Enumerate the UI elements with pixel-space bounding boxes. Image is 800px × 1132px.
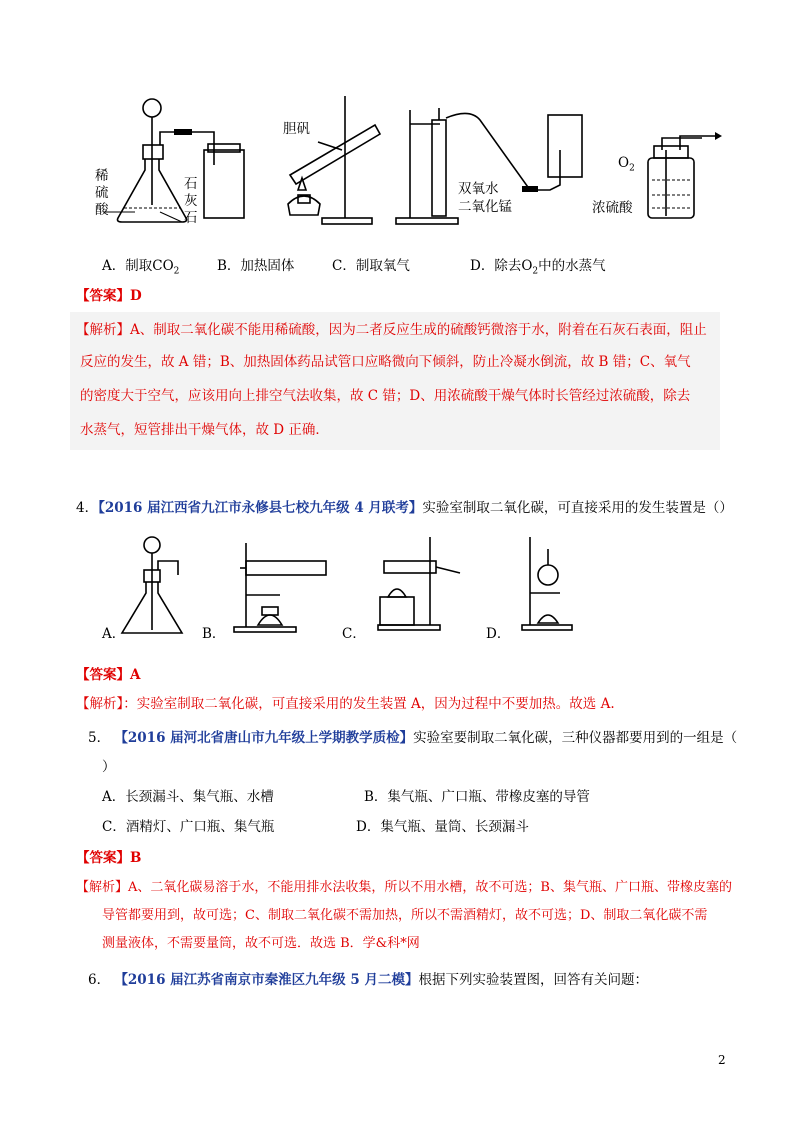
- q5-option-b: B．集气瓶、广口瓶、带橡皮塞的导管: [364, 789, 590, 805]
- apparatus-b: [288, 96, 380, 224]
- q5-option-d: D．集气瓶、量筒、长颈漏斗: [356, 819, 529, 835]
- q5-analysis-line-1: 【解析】A、二氧化碳易溶于水，不能用排水法收集，所以不用水槽，故不可选；B、集气瓶、广口瓶、带橡皮塞的: [76, 880, 732, 895]
- q4-apparatus-c: [378, 537, 460, 630]
- q4-stem-text: 实验室制取二氧化碳，可直接采用的发生装置是（）: [422, 500, 733, 516]
- q5-option-a: A．长颈漏斗、集气瓶、水槽: [102, 789, 274, 805]
- q4-stem: [76, 498, 733, 518]
- label-limestone: 石 灰 石: [184, 176, 198, 226]
- q6-number: 6．: [88, 972, 111, 988]
- q3-analysis-line-4: 水蒸气，短管排出干燥气体，故 D 正确．: [80, 422, 329, 438]
- label-c-reagents: 双氧水 二氧化锰: [458, 181, 512, 215]
- q6-source: 【2016 届江苏省南京市秦淮区九年级 5 月二模】: [114, 972, 419, 988]
- apparatus-a: [103, 99, 244, 222]
- q4-apparatus-a: [122, 537, 182, 633]
- q4-option-c: C．: [342, 626, 366, 642]
- option-a: A．制取$CO_2$: [102, 258, 180, 277]
- label-oxygen: $O_2$: [618, 155, 635, 174]
- page-number: 2: [718, 1053, 726, 1067]
- q5-stem-text: 实验室要制取二氧化碳，三种仪器都要用到的一组是（: [413, 730, 738, 746]
- q5-stem-line2: ）: [102, 759, 116, 775]
- q5-stem: [88, 728, 737, 748]
- q4-analysis: 【解析】：实验室制取二氧化碳，可直接采用的发生装置 A，因为过程中不要加热。故选 A.: [76, 696, 615, 712]
- q3-analysis-box: [70, 312, 720, 450]
- q5-number: 5．: [88, 730, 111, 746]
- option-b: B．加热固体: [217, 258, 295, 274]
- label-copper-sulfate: 胆矾: [283, 121, 310, 137]
- q6-stem: [88, 970, 648, 990]
- apparatus-d: [648, 132, 722, 218]
- q5-analysis-line-3: 测量液体，不需要量筒，故不可选．故选 B．学&科*网: [102, 936, 420, 951]
- q5-source: 【2016 届河北省唐山市九年级上学期教学质检】: [114, 730, 414, 746]
- q6-stem-text: 根据下列实验装置图，回答有关问题：: [418, 972, 648, 988]
- q4-apparatus-d: [522, 537, 572, 630]
- q4-number: 4．: [76, 500, 99, 516]
- option-d: D．除去$O_2$中的水蒸气: [470, 258, 606, 277]
- figure-top-svg: [0, 0, 800, 240]
- q5-option-c: C．酒精灯、广口瓶、集气瓶: [102, 819, 275, 835]
- q5-answer: 【答案】B: [76, 850, 142, 866]
- q3-analysis-line-3: 的密度大于空气，应该用向上排空气法收集，故 C 错；D、用浓硫酸干燥气体时长管经过浓硫酸，除去: [80, 388, 691, 404]
- q5-analysis-line-2: 导管都要用到，故可选；C、制取二氧化碳不需加热，所以不需酒精灯，故不可选；D、制取二氧化碳不需: [102, 908, 708, 923]
- label-dilute-sulfuric-acid: 稀 硫 酸: [95, 168, 109, 218]
- option-c: C．制取氧气: [332, 258, 410, 274]
- q4-option-b: B．: [202, 626, 226, 642]
- q4-source: 【2016 届江西省九江市永修县七校九年级 4 月联考】: [98, 500, 423, 516]
- q4-apparatus-b: [234, 543, 326, 632]
- label-conc-sulfuric-acid: 浓硫酸: [592, 200, 633, 216]
- q3-answer: 【答案】D: [76, 288, 142, 304]
- q3-analysis-line-2: 反应的发生，故 A 错；B、加热固体药品试管口应略微向下倾斜，防止冷凝水倒流，故 B 错；C、氧气: [80, 354, 691, 370]
- q3-analysis-line-1: 【解析】A、制取二氧化碳不能用稀硫酸，因为二者反应生成的硫酸钙微溶于水，附着在石灰石表面，阻止: [76, 322, 707, 338]
- q4-answer: 【答案】A: [76, 667, 141, 683]
- q4-option-a: A．: [102, 626, 126, 642]
- q4-option-d: D．: [486, 626, 511, 642]
